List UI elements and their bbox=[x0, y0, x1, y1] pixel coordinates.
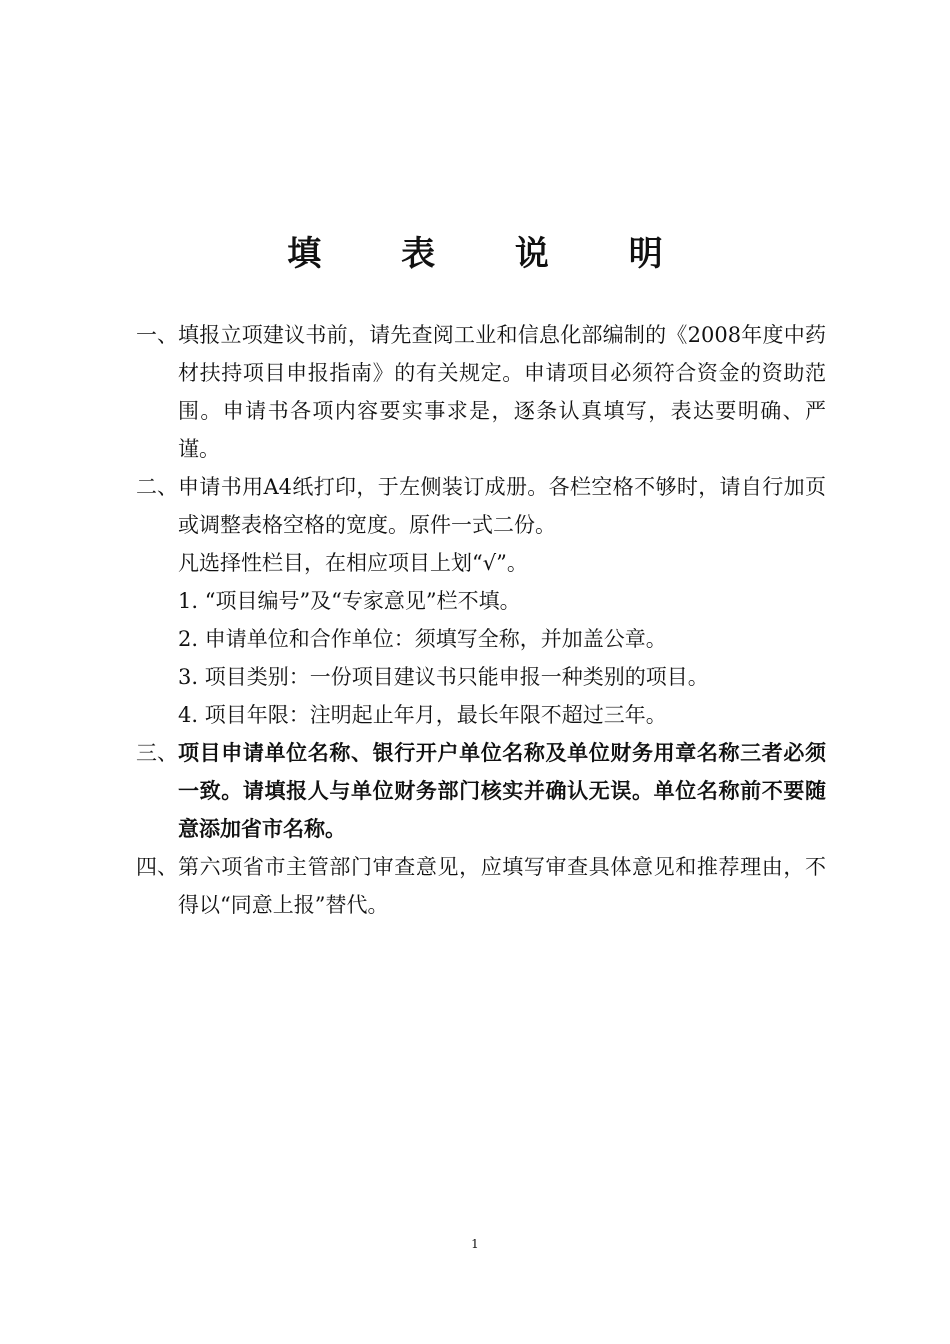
item-text: 申请书用A4纸打印，于左侧装订成册。各栏空格不够时，请自行加页或调整表格空格的宽度。原件一式二份。 bbox=[178, 475, 826, 537]
item-number: 三、 bbox=[136, 741, 178, 765]
sub-item-checkmark-note: 凡选择性栏目，在相应项目上划“√”。 bbox=[178, 551, 528, 575]
item-text: 填报立项建议书前，请先查阅工业和信息化部编制的《2008年度中药材扶持项目申报指南》的有关规定。申请项目必须符合资金的资助范围。申请书各项内容要实事求是，逐条认真填写，表达要明确、严谨。 bbox=[178, 323, 826, 461]
instruction-item-2 bbox=[136, 468, 826, 544]
instruction-item-1 bbox=[136, 316, 826, 468]
item-number: 四、 bbox=[136, 855, 178, 879]
page-number: 1 bbox=[471, 1237, 479, 1251]
instructions-body bbox=[136, 316, 826, 924]
instruction-item-4 bbox=[136, 848, 826, 924]
instruction-item-3 bbox=[136, 734, 826, 848]
sub-item-3: 3. 项目类别：一份项目建议书只能申报一种类别的项目。 bbox=[178, 665, 709, 689]
sub-item-2: 2. 申请单位和合作单位：须填写全称，并加盖公章。 bbox=[178, 627, 667, 651]
sub-item-4: 4. 项目年限：注明起止年月，最长年限不超过三年。 bbox=[178, 703, 667, 727]
item-text: 第六项省市主管部门审查意见，应填写审查具体意见和推荐理由，不得以“同意上报”替代。 bbox=[178, 855, 826, 917]
item-number: 二、 bbox=[136, 475, 178, 499]
item-text-bold: 项目申请单位名称、银行开户单位名称及单位财务用章名称三者必须一致。请填报人与单位财务部门核实并确认无误。单位名称前不要随意添加省市名称。 bbox=[178, 740, 826, 841]
sub-item-1: 1. “项目编号”及“专家意见”栏不填。 bbox=[178, 589, 521, 613]
item-number: 一、 bbox=[136, 323, 178, 347]
page-title: 填 表 说 明 bbox=[287, 234, 697, 274]
